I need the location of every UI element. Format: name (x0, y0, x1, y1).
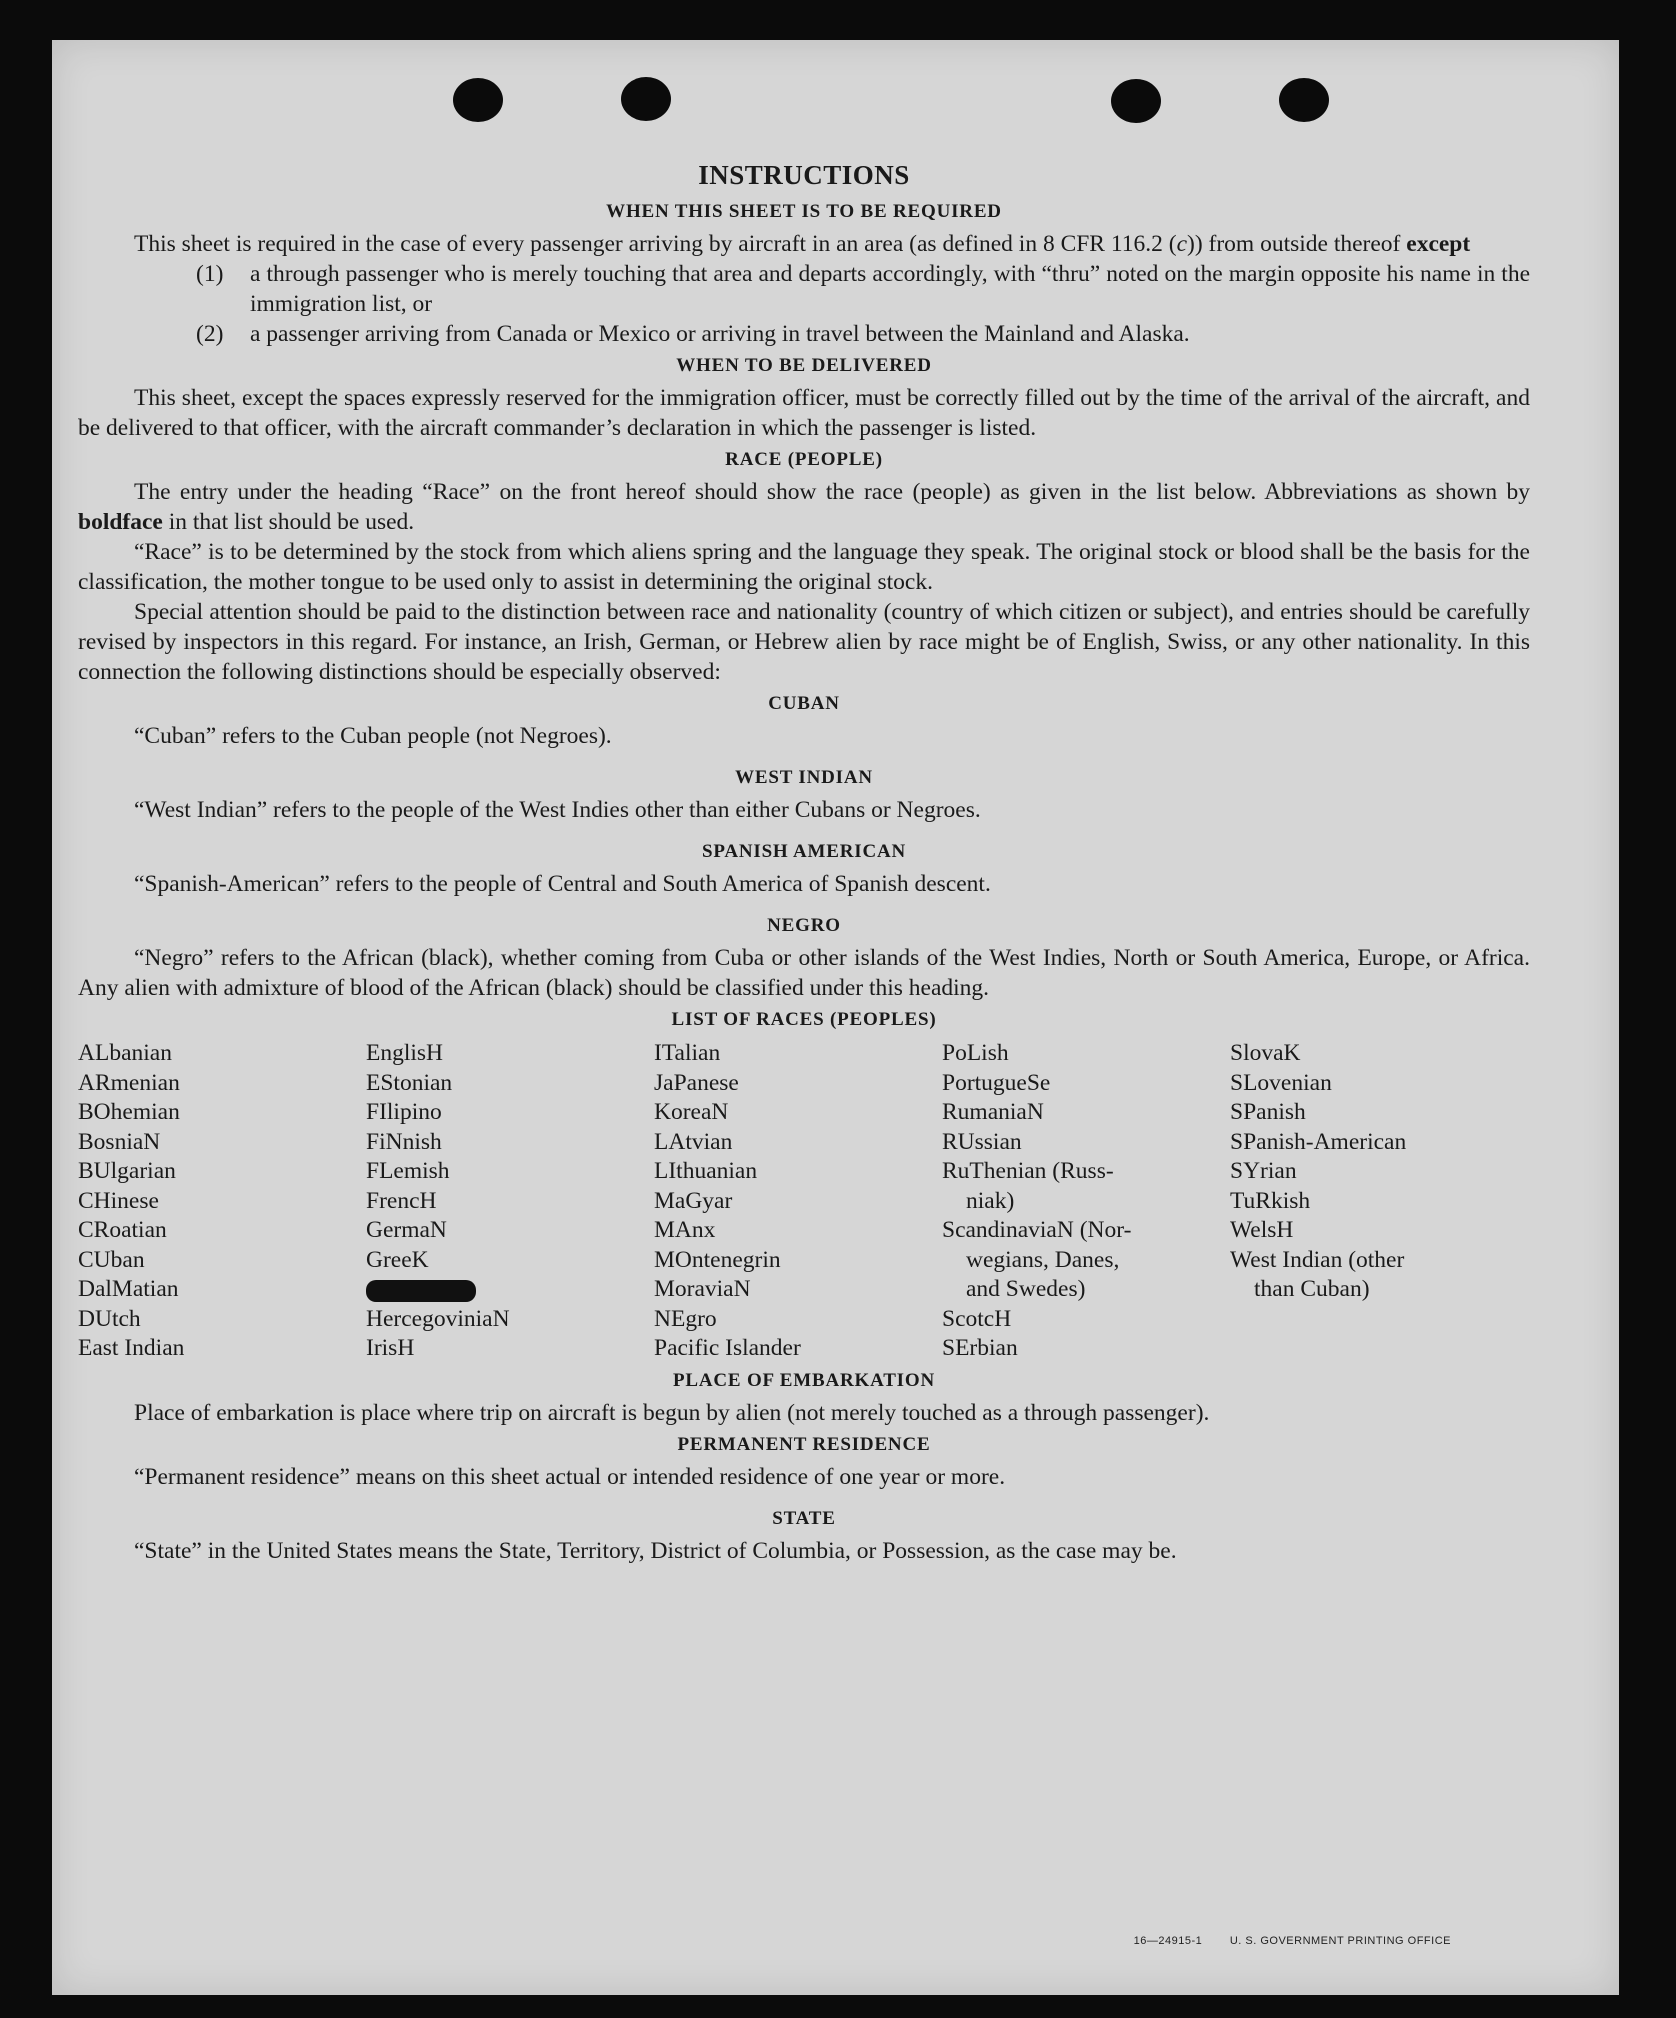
race-entry: GreeK (366, 1246, 429, 1273)
race-entry: SErbian (942, 1335, 1018, 1361)
section-heading-state: STATE (772, 1507, 836, 1529)
punch-hole (1279, 78, 1329, 122)
state-text: “State” in the United States means the State, Territory, District of Columbia, or Possession, as the case may be. (134, 1537, 1177, 1564)
section-heading-embarkation: PLACE OF EMBARKATION (673, 1369, 935, 1391)
race-entry: MaGyar (654, 1187, 733, 1214)
race-entry: LAtvian (654, 1128, 733, 1155)
cuban-text: “Cuban” refers to the Cuban people (not Negroes). (134, 723, 612, 749)
race-entry: SYrian (1230, 1158, 1297, 1184)
section-heading-cuban: CUBAN (768, 693, 840, 714)
race-entry: GermaN (366, 1217, 447, 1243)
races-column-2 (366, 1039, 654, 1364)
race-p1-a: The entry under the heading “Race” on the front hereof should show the race (people) as given in the list below. Abbreviations as shown by (134, 479, 1530, 505)
race-entry: ARmenian (78, 1069, 180, 1096)
race-entry: JaPanese (654, 1069, 739, 1096)
race-entry: ITalian (654, 1040, 721, 1066)
race-entry: PoLish (942, 1040, 1009, 1066)
section-heading-list-of-races: LIST OF RACES (PEOPLES) (671, 1009, 937, 1030)
race-paragraph-3: Special attention should be paid to the distinction between race and nationality (country of which citizen or subject), and entries should be carefully revised by inspectors in this regard. For instance, an Irish, German, or Hebrew alien by race might be of English, Swiss, or any other nationality. In this connection the following distinctions should be especially observed: (78, 599, 1530, 685)
item-text: a through passenger who is merely touching that area and departs accordingly, with “thru” noted on the margin opposite his name in the immigration list, or (250, 261, 1530, 317)
list-item (78, 319, 1530, 349)
races-column-4 (942, 1039, 1230, 1364)
race-entry: BOhemian (78, 1099, 180, 1125)
negro-text: “Negro” refers to the African (black), whether coming from Cuba or other islands of the West Indies, North or South America, Europe, or Africa. Any alien with admixture of blood of the African (black) should be classified under this heading. (78, 945, 1530, 1001)
race-entry: than Cuban) (1254, 1276, 1370, 1302)
race-entry: BosniaN (78, 1128, 161, 1155)
race-entry: RuThenian (Russ- (942, 1158, 1114, 1184)
punch-hole (621, 77, 671, 121)
section-heading-when-required: WHEN THIS SHEET IS TO BE REQUIRED (606, 201, 1002, 222)
section-heading-west-indian: WEST INDIAN (735, 767, 873, 788)
race-paragraph-2: “Race” is to be determined by the stock from which aliens spring and the language they speak. The original stock or blood shall be the basis for the classification, the mother tongue to be used only to assist in determining the original stock. (78, 539, 1530, 595)
race-entry: SPanish (1230, 1099, 1306, 1125)
race-entry: BUlgarian (78, 1158, 176, 1184)
section-heading-residence: PERMANENT RESIDENCE (677, 1433, 931, 1455)
race-entry: Pacific Islander (654, 1335, 801, 1361)
instructions-content (78, 118, 1530, 1566)
redacted-entry (366, 1275, 654, 1305)
item-number: (1) (196, 261, 224, 287)
intro-text-b: )) from outside thereof (1187, 231, 1407, 257)
race-entry: wegians, Danes, (966, 1246, 1120, 1273)
race-entry: DalMatian (78, 1276, 179, 1302)
race-entry: HercegoviniaN (366, 1305, 510, 1332)
punch-hole (1111, 79, 1161, 123)
intro-except: except (1406, 231, 1471, 257)
race-entry: DUtch (78, 1305, 141, 1332)
race-entry: PortugueSe (942, 1069, 1051, 1096)
races-column-1 (78, 1039, 366, 1364)
race-entry: EnglisH (366, 1040, 444, 1066)
section-heading-when-delivered: WHEN TO BE DELIVERED (676, 355, 932, 376)
printer-credit: U. S. GOVERNMENT PRINTING OFFICE (1229, 1935, 1451, 1947)
race-entry: MOntenegrin (654, 1246, 781, 1273)
race-p1-bold: boldface (78, 509, 163, 535)
residence-text: “Permanent residence” means on this sheet actual or intended residence of one year or more. (134, 1463, 1006, 1490)
race-paragraph-1 (78, 477, 1530, 537)
race-entry: FrencH (366, 1187, 437, 1214)
race-entry: niak) (966, 1187, 1015, 1214)
race-entry: CRoatian (78, 1217, 167, 1243)
race-entry: TuRkish (1230, 1187, 1311, 1214)
races-list (78, 1039, 1530, 1364)
race-entry: ALbanian (78, 1040, 172, 1066)
race-entry: FIlipino (366, 1099, 442, 1125)
race-entry: East Indian (78, 1335, 185, 1361)
punch-hole (453, 78, 503, 122)
race-entry: SLovenian (1230, 1069, 1332, 1096)
section-heading-negro: NEGRO (767, 915, 841, 936)
races-column-5 (1230, 1039, 1530, 1364)
item-text: a passenger arriving from Canada or Mexico or arriving in travel between the Mainland and Alaska. (250, 321, 1190, 347)
race-entry: CHinese (78, 1187, 159, 1214)
section-heading-race: RACE (PEOPLE) (725, 449, 883, 470)
race-entry: EStonian (366, 1069, 453, 1096)
page-title: INSTRUCTIONS (698, 160, 910, 190)
when-delivered-text: This sheet, except the spaces expressly reserved for the immigration officer, must be correctly filled out by the time of the arrival of the aircraft, and be delivered to that officer, with the aircraft commander’s declaration in which the passenger is listed. (78, 385, 1530, 441)
race-entry: CUban (78, 1246, 145, 1273)
race-entry: KoreaN (654, 1099, 729, 1125)
spanish-american-text: “Spanish-American” refers to the people of Central and South America of Spanish descent. (134, 871, 991, 897)
races-column-3 (654, 1039, 942, 1364)
race-entry: FLemish (366, 1158, 450, 1184)
section-heading-spanish-american: SPANISH AMERICAN (701, 841, 907, 862)
race-entry: and Swedes) (966, 1276, 1086, 1302)
when-required-intro (78, 229, 1530, 259)
race-entry: ScotcH (942, 1305, 1012, 1332)
item-number: (2) (196, 321, 224, 347)
race-entry: SPanish-American (1230, 1128, 1407, 1155)
race-p1-b: in that list should be used. (162, 509, 415, 535)
form-number: 16—24915-1 (1133, 1935, 1203, 1947)
race-entry: SlovaK (1230, 1040, 1301, 1066)
list-item (78, 259, 1530, 319)
race-entry: West Indian (other (1230, 1246, 1405, 1273)
intro-text-c: c (1176, 231, 1187, 257)
race-entry: LIthuanian (654, 1158, 758, 1184)
race-entry: NEgro (654, 1305, 717, 1332)
west-indian-text: “West Indian” refers to the people of the West Indies other than either Cubans or Negroes. (134, 797, 981, 823)
race-entry: RumaniaN (942, 1099, 1044, 1125)
race-entry: WelsH (1230, 1217, 1294, 1243)
race-entry: IrisH (366, 1335, 415, 1361)
race-entry: MAnx (654, 1217, 716, 1243)
embarkation-text: Place of embarkation is place where trip on aircraft is begun by alien (not merely touched as a through passenger). (134, 1399, 1210, 1426)
race-entry: FiNnish (366, 1128, 442, 1155)
document-sheet (52, 40, 1619, 1995)
print-footer (1110, 1935, 1451, 1947)
race-entry: RUssian (942, 1128, 1022, 1155)
race-entry: MoraviaN (654, 1276, 751, 1302)
intro-text-a: This sheet is required in the case of every passenger arriving by aircraft in an area (as defined in 8 CFR 116.2 ( (134, 231, 1177, 257)
race-entry: ScandinaviaN (Nor- (942, 1217, 1132, 1243)
